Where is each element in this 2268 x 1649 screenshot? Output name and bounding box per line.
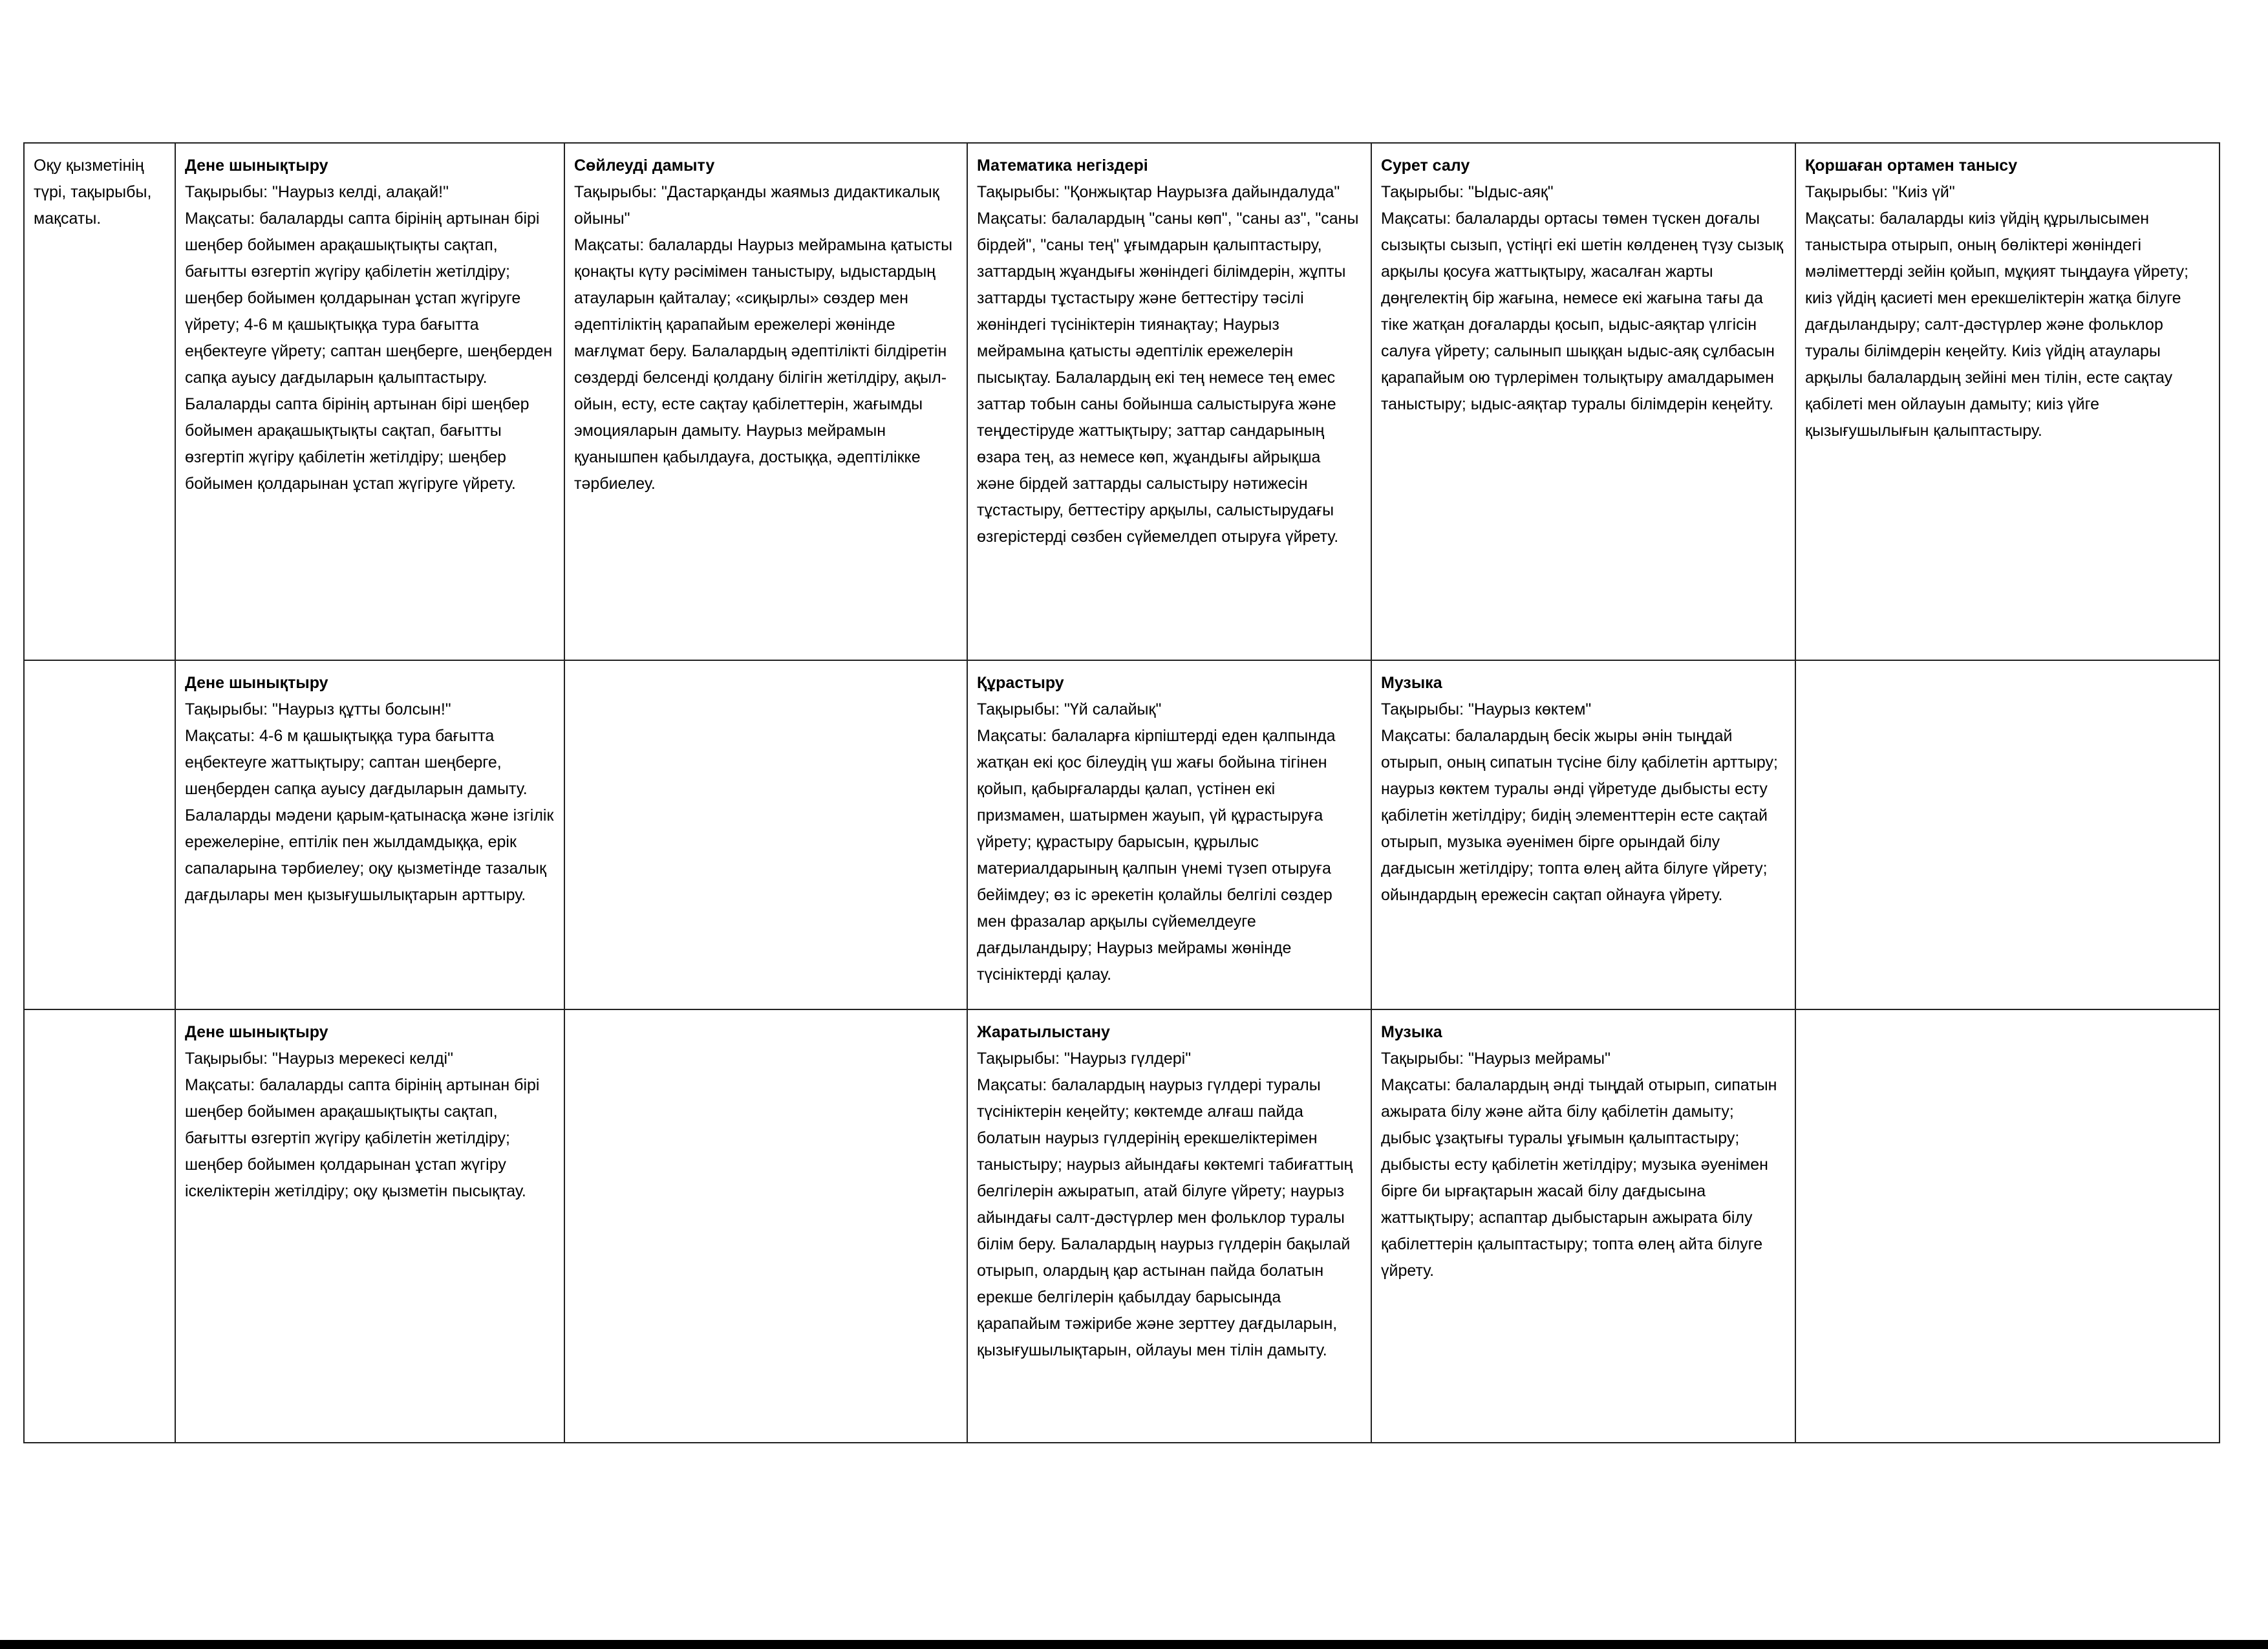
- lesson-goal: Мақсаты: балаларды ортасы төмен түскен доғалы сызықты сызып, үстіңгі екі шетін көлденең түзу сызық арқылы қосуға жаттықтыру, жасалған жарты дөңгелектің бір жағына, немесе екі жағына тағы да тіке жатқан доғаларды қосып, ыдыс-аяқтар үлгісін салуға үйрету; салынып шыққан ыдыс-аяқ сұлбасын қарапайым ою түрлерімен толықтыру амалдарымен таныстыру; ыдыс-аяқтар туралы білімдерін кеңейту.: [1381, 210, 1783, 413]
- lesson-topic: Тақырыбы: "Қонжықтар Наурызға дайындалуда": [977, 183, 1340, 201]
- lesson-topic: Тақырыбы: "Наурыз келді, алақай!": [185, 183, 449, 201]
- empty-cell: [564, 1009, 967, 1443]
- lesson-topic: Тақырыбы: "Наурыз гүлдері": [977, 1050, 1192, 1068]
- lesson-topic: Тақырыбы: "Ыдыс-аяқ": [1381, 183, 1554, 201]
- lesson-goal: Мақсаты: балалардың бесік жыры әнін тыңдай отырып, оның сипатын түсіне білу қабілетін арттыру; наурыз көктем туралы әнді үйретуде дыбысты есту қабілетін жетілдіру; бидің элементтерін есте сақтай отырып, музыка әуенімен бірге орындай білу дағдысын жетілдіру; топта өлең айта білуге үйрету; ойындардың ережесін сақтап ойнауға үйрету.: [1381, 727, 1778, 904]
- lesson-heading: Құрастыру: [977, 674, 1064, 692]
- lesson-cell: [967, 1009, 1371, 1443]
- lesson-topic: Тақырыбы: "Наурыз көктем": [1381, 700, 1592, 718]
- lesson-cell: [175, 660, 564, 1009]
- lesson-cell: [175, 143, 564, 660]
- lesson-heading: Қоршаған ортамен танысу: [1805, 156, 2018, 175]
- lesson-topic: Тақырыбы: "Наурыз құтты болсын!": [185, 700, 451, 718]
- lesson-heading: Дене шынықтыру: [185, 1023, 328, 1041]
- lesson-heading: Музыка: [1381, 1023, 1442, 1041]
- empty-cell: [1795, 1009, 2220, 1443]
- lesson-cell: [1371, 1009, 1795, 1443]
- lesson-heading: Сурет салу: [1381, 156, 1470, 175]
- lesson-topic: Тақырыбы: "Үй салайық": [977, 700, 1162, 718]
- lesson-goal: Мақсаты: 4-6 м қашықтыққа тура бағытта еңбектеуге жаттықтыру; саптан шеңберге, шеңберден сапқа ауысу дағдыларын дамыту. Балаларды мәдени қарым-қатынасқа және ізгілік ережелеріне, ептілік пен жылдамдыққа, ерік сапаларына тәрбиелеу; оқу қызметінде тазалық дағдылары мен қызығушылықтарын арттыру.: [185, 727, 554, 904]
- row-label: Оқу қызметінің түрі, тақырыбы, мақсаты.: [34, 156, 152, 228]
- table-row: [24, 1009, 2220, 1443]
- table-row: [24, 660, 2220, 1009]
- row-label-cell: [24, 660, 175, 1009]
- lesson-goal: Мақсаты: балаларды киіз үйдің құрылысымен таныстыра отырып, оның бөліктері жөніндегі мәліметтерді зейін қойып, мұқият тыңдауға үйрету; киіз үйдің қасиеті мен ерекшеліктерін жатқа білуге дағдыландыру; салт-дәстүрлер және фольклор туралы білімдерін кеңейту. Киіз үйдің атаулары арқылы балалардың зейіні мен тілін, есте сақтау қабілеті мен ойлауын дамыту; киіз үйге қызығушылығын қалыптастыру.: [1805, 210, 2189, 440]
- row-label-cell: [24, 143, 175, 660]
- lesson-heading: Дене шынықтыру: [185, 156, 328, 175]
- lesson-heading: Дене шынықтыру: [185, 674, 328, 692]
- lesson-topic: Тақырыбы: "Наурыз мейрамы": [1381, 1050, 1610, 1068]
- lesson-cell: [564, 143, 967, 660]
- lesson-goal: Мақсаты: балаларды сапта бірінің артынан бірі шеңбер бойымен арақашықтықты сақтап, бағытты өзгертіп жүгіру қабілетін жетілдіру; шеңбер бойымен қолдарынан ұстап жүгіруге үйрету; 4-6 м қашықтыққа тура бағытта еңбектеуге үйрету; саптан шеңберге, шеңберден сапқа ауысу дағдыларын қалыптастыру. Балаларды сапта бірінің артынан бірі шеңбер бойымен арақашықтықты сақтап, бағытты өзгертіп жүгіру қабілетін жетілдіру; шеңбер бойымен қолдарынан ұстап жүгіруге үйрету.: [185, 210, 553, 493]
- lesson-heading: Музыка: [1381, 674, 1442, 692]
- lesson-cell: [175, 1009, 564, 1443]
- lesson-cell: [1371, 660, 1795, 1009]
- lesson-goal: Мақсаты: балалардың "саны көп", "саны аз", "саны бірдей", "саны тең" ұғымдарын қалыптастыру, заттардың жұандығы жөніндегі білімдерін, жұпты заттарды тұстастыру және беттестіру тәсілі жөніндегі түсініктерін тиянақтау; Наурыз мейрамына қатысты әдептілік ережелерін пысықтау. Балалардың екі тең немесе тең емес заттар тобын саны бойынша салыстыруға және теңдестіруде жаттықтыру; заттар сандарының өзара тең, аз немесе көп, жұандығы айрықша және бірдей заттарды салыстыру нәтижесін тұстастыру, беттестіру арқылы, салыстырудағы өзгерістерді сөзбен сүйемелдеп отыруға үйрету.: [977, 210, 1359, 546]
- lesson-goal: Мақсаты: балаларға кірпіштерді еден қалпында жатқан екі қос білеудің үш жағы бойына тігінен қойып, қабырғаларды қалап, үстінен екі призмамен, шатырмен жауып, үй құрастыруға үйрету; құрастыру барысын, құрылыс материалдарының қалпын үнемі түзеп отыруға бейімдеу; өз іс әрекетін қолайлы белгілі сөздер мен фразалар арқылы сүйемелдеуге дағдыландыру; Наурыз мейрамы жөнінде түсініктерді қалау.: [977, 727, 1336, 984]
- lesson-cell: [967, 660, 1371, 1009]
- lesson-topic: Тақырыбы: "Киіз үй": [1805, 183, 1955, 201]
- lesson-cell: [1795, 143, 2220, 660]
- lesson-cell: [967, 143, 1371, 660]
- lesson-heading: Жаратылыстану: [977, 1023, 1110, 1041]
- lesson-heading: Сөйлеуді дамыту: [574, 156, 715, 175]
- lesson-plan-table: [23, 142, 2220, 1443]
- lesson-goal: Мақсаты: балалардың наурыз гүлдері туралы түсініктерін кеңейту; көктемде алғаш пайда болатын наурыз гүлдерінің ерекшеліктерімен таныстыру; наурыз айындағы көктемгі табиғаттың белгілерін ажыратып, атай білуге үйрету; наурыз айындағы салт-дәстүрлер мен фольклор туралы білім беру. Балалардың наурыз гүлдерін бақылай отырып, олардың қар астынан пайда болатын ерекше белгілерін қабылдау барысында қарапайым тәжірибе және зерттеу дағдыларын, қызығушылықтарын, ойлауы мен тілін дамыту.: [977, 1076, 1353, 1359]
- lesson-goal: Мақсаты: балаларды Наурыз мейрамына қатысты қонақты күту рәсімімен таныстыру, ыдыстардың атауларын қайталау; «сиқырлы» сөздер мен әдептіліктің қарапайым ережелері жөнінде мағлұмат беру. Балалардың әдептілікті білдіретін сөздерді белсенді қолдану білігін жетілдіру, ақыл-ойын, есту, есте сақтау қабілеттерін, жағымды эмоцияларын дамыту. Наурыз мейрамын қуанышпен қабылдауға, достыққа, әдептілікке тәрбиелеу.: [574, 236, 953, 493]
- empty-cell: [1795, 660, 2220, 1009]
- lesson-cell: [1371, 143, 1795, 660]
- scan-bottom-border: [0, 1640, 2268, 1649]
- row-label-cell: [24, 1009, 175, 1443]
- lesson-topic: Тақырыбы: "Дастарқанды жаямыз дидактикалық ойыны": [574, 183, 939, 228]
- lesson-topic: Тақырыбы: "Наурыз мерекесі келді": [185, 1050, 453, 1068]
- lesson-heading: Математика негіздері: [977, 156, 1148, 175]
- lesson-goal: Мақсаты: балаларды сапта бірінің артынан бірі шеңбер бойымен арақашықтықты сақтап, бағытты өзгертіп жүгіру қабілетін жетілдіру; шеңбер бойымен қолдарынан ұстап жүгіру іскеліктерін жетілдіру; оқу қызметін пысықтау.: [185, 1076, 540, 1200]
- table-row: [24, 143, 2220, 660]
- empty-cell: [564, 660, 967, 1009]
- lesson-goal: Мақсаты: балалардың әнді тыңдай отырып, сипатын ажырата білу және айта білу қабілетін дамыту; дыбыс ұзақтығы туралы ұғымын қалыптастыру; дыбысты есту қабілетін жетілдіру; музыка әуенімен бірге би ырғақтарын жасай білу дағдысына жаттықтыру; аспаптар дыбыстарын ажырата білу қабілеттерін қалыптастыру; топта өлең айта білуге үйрету.: [1381, 1076, 1777, 1280]
